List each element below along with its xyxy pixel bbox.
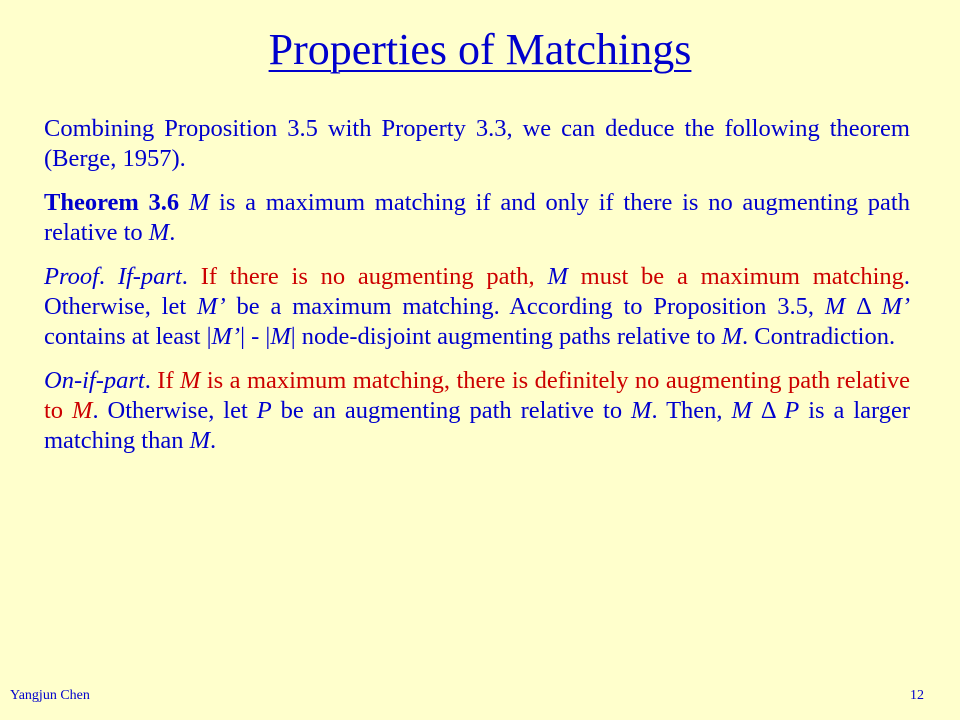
proof-red-text: If there is no augmenting path,: [200, 263, 548, 290]
slide-title: Properties of Matchings: [268, 25, 692, 74]
onif-var-m: M: [731, 397, 752, 424]
theorem-var-m: M: [188, 189, 210, 216]
proof-var-m: M: [547, 263, 568, 290]
proof-var-mprime: M’: [881, 293, 911, 320]
onif-var-p: P: [784, 397, 800, 424]
proof-var-m: M: [270, 323, 291, 350]
paragraph-intro: Combining Proposition 3.5 with Property 3.3, we can deduce the following theorem (Berge, 1957).: [44, 115, 910, 172]
proof-text: . Contradiction.: [742, 323, 896, 350]
onif-var-m: M: [72, 397, 93, 424]
onif-var-m: M: [189, 427, 211, 454]
on-if-part-label: On-if-part: [44, 367, 145, 394]
onif-var-m: M: [631, 397, 652, 424]
theorem-end: .: [169, 219, 176, 246]
page-number: 12: [910, 688, 924, 703]
slide-body: [44, 114, 910, 470]
proof-dot: .: [98, 263, 118, 290]
proof-text: contains at least |: [44, 323, 212, 350]
onif-text: be an augmenting path relative to: [271, 397, 632, 424]
proof-label: Proof: [44, 263, 99, 290]
proof-dot: .: [181, 263, 201, 290]
proof-text: | - |: [240, 323, 271, 350]
footer-author: Yangjun Chen: [10, 688, 90, 703]
proof-text: be a maximum matching. According to Proposition 3.5,: [225, 293, 825, 320]
theorem-var-m: M: [148, 219, 170, 246]
if-part-label: If-part: [117, 263, 182, 290]
onif-red-text: is a maximum matching, there is definitely no augmenting path relative to: [44, 367, 911, 424]
proof-text: . Otherwise, let: [44, 263, 911, 320]
onif-text: is a larger matching than: [44, 397, 911, 454]
proof-var-m: M: [824, 293, 846, 320]
theorem-label: Theorem 3.6: [44, 189, 180, 216]
proof-red-text: must be a maximum matching: [567, 263, 904, 290]
paragraph-proof: [44, 262, 910, 352]
proof-var-mprime: M’: [211, 323, 241, 350]
proof-text: | node-disjoint augmenting paths relative to: [290, 323, 722, 350]
proof-var-mprime: M’: [197, 293, 226, 320]
onif-var-m: M: [180, 367, 201, 394]
onif-var-p: P: [256, 397, 272, 424]
onif-dot: .: [144, 367, 158, 394]
paragraph-onif: [44, 366, 910, 456]
theorem-text: is a maximum matching if and only if there is no augmenting path relative to: [44, 189, 910, 246]
paragraph-theorem: [44, 188, 910, 248]
proof-var-m: M: [721, 323, 742, 350]
onif-text: . Otherwise, let: [92, 397, 257, 424]
onif-text: . Then,: [651, 397, 732, 424]
onif-end: .: [210, 427, 217, 454]
delta-symbol: Δ: [845, 293, 882, 320]
delta-symbol: Δ: [751, 397, 785, 424]
onif-red-text: If: [157, 367, 181, 394]
